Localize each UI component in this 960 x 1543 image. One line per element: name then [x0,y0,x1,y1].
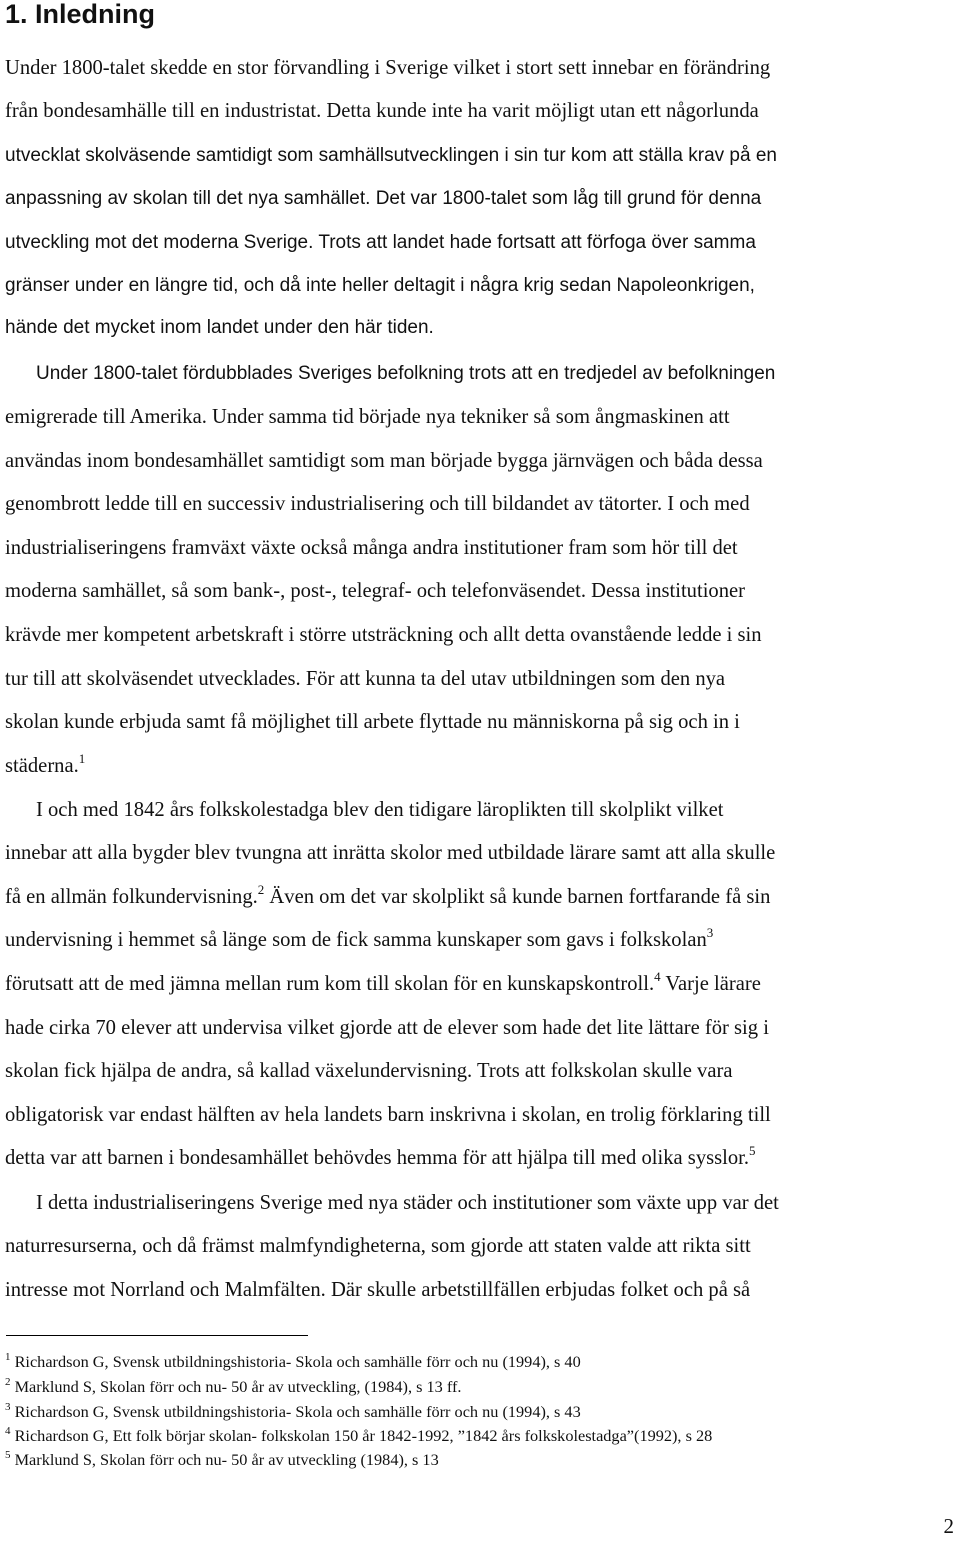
footnote-5 [5,1449,439,1471]
footnote-2-number: 2 [5,1375,11,1388]
footnote-3 [5,1401,581,1423]
footnote-1-text: Richardson G, Svensk utbildningshistoria- Skola och samhälle förr och nu (1994), s 40 [10,1352,581,1371]
paragraph-2-line-3: användas inom bondesamhället samtidigt som man började bygga järnvägen och båda dessa [5,450,763,472]
paragraph-3-line-2: innebar att alla bygder blev tvungna att inrätta skolor med utbildade lärare samt att alla skulle [5,842,776,864]
paragraph-3-line-4 [5,925,713,955]
paragraph-3-line-1: I och med 1842 års folkskolestadga blev den tidigare läroplikten till skolplikt vilket [36,799,724,821]
footnote-ref-3: 3 [706,925,714,941]
footnote-ref-5: 5 [749,1143,756,1159]
footnote-ref-4: 4 [654,969,661,985]
footnote-5-text: Marklund S, Skolan förr och nu- 50 år av utveckling (1984), s 13 [10,1450,439,1469]
footnote-1 [5,1351,581,1373]
paragraph-4-line-1: I detta industrialiseringens Sverige med nya städer och institutioner som växte upp var det [36,1192,779,1214]
paragraph-2-line-7: krävde mer kompetent arbetskraft i större utsträckning och allt detta ovanstående ledde i sin [5,624,762,646]
paragraph-3-line-9 [5,1143,756,1173]
footnote-3-text: Richardson G, Svensk utbildningshistoria- Skola och samhälle förr och nu (1994), s 43 [10,1402,581,1421]
paragraph-1-line-3: utvecklat skolväsende samtidigt som samhällsutvecklingen i sin tur kom att ställa krav på en [5,145,777,166]
paragraph-3-line-9-text: detta var att barnen i bondesamhället behövdes hemma för att hjälpa till med olika sysslor. [5,1147,750,1169]
paragraph-2-line-10-text: städerna. [5,755,79,777]
paragraph-2-line-4: genombrott ledde till en successiv industrialisering och till bildandet av tätorter. I och med [5,493,750,515]
footnote-ref-2: 2 [257,882,265,898]
footnote-2 [5,1376,461,1398]
section-heading: 1. Inledning [5,0,156,29]
paragraph-3-line-4-text: undervisning i hemmet så länge som de fick samma kunskaper som gavs i folkskolan [5,929,707,951]
paragraph-2-line-8: tur till att skolväsendet utvecklades. För att kunna ta del utav utbildningen som den nya [5,668,726,690]
paragraph-1-line-5: utveckling mot det moderna Sverige. Trots att landet hade fortsatt att förfoga över samma [5,232,756,253]
paragraph-2-line-5: industrialiseringens framväxt växte också många andra institutioner fram som hör till det [5,537,738,559]
paragraph-3-line-5-text-b: Varje lärare [660,973,761,995]
paragraph-3-line-5-text-a: förutsatt att de med jämna mellan rum kom till skolan för en kunskapskontroll. [5,973,655,995]
paragraph-1-line-4: anpassning av skolan till det nya samhället. Det var 1800-talet som låg till grund för denna [5,188,762,209]
footnote-4-text: Richardson G, Ett folk börjar skolan- folkskolan 150 år 1842-1992, ”1842 års folkskolestadga”(1992), s 28 [10,1426,713,1445]
paragraph-1-line-7: hände det mycket inom landet under den här tiden. [5,317,434,338]
paragraph-3-line-3-text-b: Även om det var skolplikt så kunde barnen fortfarande få sin [264,886,771,908]
paragraph-1-line-6: gränser under en längre tid, och då inte heller deltagit i några krig sedan Napoleonkrigen, [5,275,755,296]
paragraph-2-line-2: emigrerade till Amerika. Under samma tid började nya tekniker så som ångmaskinen att [5,406,730,428]
paragraph-4-line-3: intresse mot Norrland och Malmfälten. Där skulle arbetstillfällen erbjudas folket och på så [5,1279,751,1301]
paragraph-1-line-2: från bondesamhälle till en industristat. Detta kunde inte ha varit möjligt utan ett någorlunda [5,100,759,122]
paragraph-3-line-3-text-a: få en allmän folkundervisning. [5,886,258,908]
footnote-1-number: 1 [5,1350,11,1363]
footnote-ref-1: 1 [78,751,86,767]
footnote-separator [6,1335,308,1336]
paragraph-3-line-6: hade cirka 70 elever att undervisa vilket gjorde att de elever som hade det lite lättare för sig i [5,1017,769,1039]
paragraph-3-line-3 [5,882,770,912]
paragraph-1-line-1: Under 1800-talet skedde en stor förvandling i Sverige vilket i stort sett innebar en förändring [5,57,771,79]
paragraph-4-line-2: naturresurserna, och då främst malmfyndigheterna, som gjorde att staten valde att rikta sitt [5,1235,751,1257]
paragraph-2-line-6: moderna samhället, så som bank-, post-, telegraf- och telefonväsendet. Dessa institutioner [5,580,746,602]
footnote-4-number: 4 [5,1424,11,1437]
footnote-5-number: 5 [5,1448,11,1461]
paragraph-2-line-1: Under 1800-talet fördubblades Sveriges befolkning trots att en tredjedel av befolkningen [36,363,776,384]
page-number: 2 [943,1514,954,1538]
footnote-4 [5,1425,712,1447]
paragraph-3-line-8: obligatorisk var endast hälften av hela landets barn inskrivna i skolan, en trolig förklaring till [5,1104,771,1126]
footnote-3-number: 3 [5,1400,11,1413]
paragraph-2-line-10 [5,751,85,781]
paragraph-3-line-7: skolan fick hjälpa de andra, så kallad växelundervisning. Trots att folkskolan skulle vara [5,1060,733,1082]
paragraph-2-line-9: skolan kunde erbjuda samt få möjlighet till arbete flyttade nu människorna på sig och in i [5,711,740,733]
footnote-2-text: Marklund S, Skolan förr och nu- 50 år av utveckling, (1984), s 13 ff. [10,1377,462,1396]
paragraph-3-line-5 [5,969,761,999]
